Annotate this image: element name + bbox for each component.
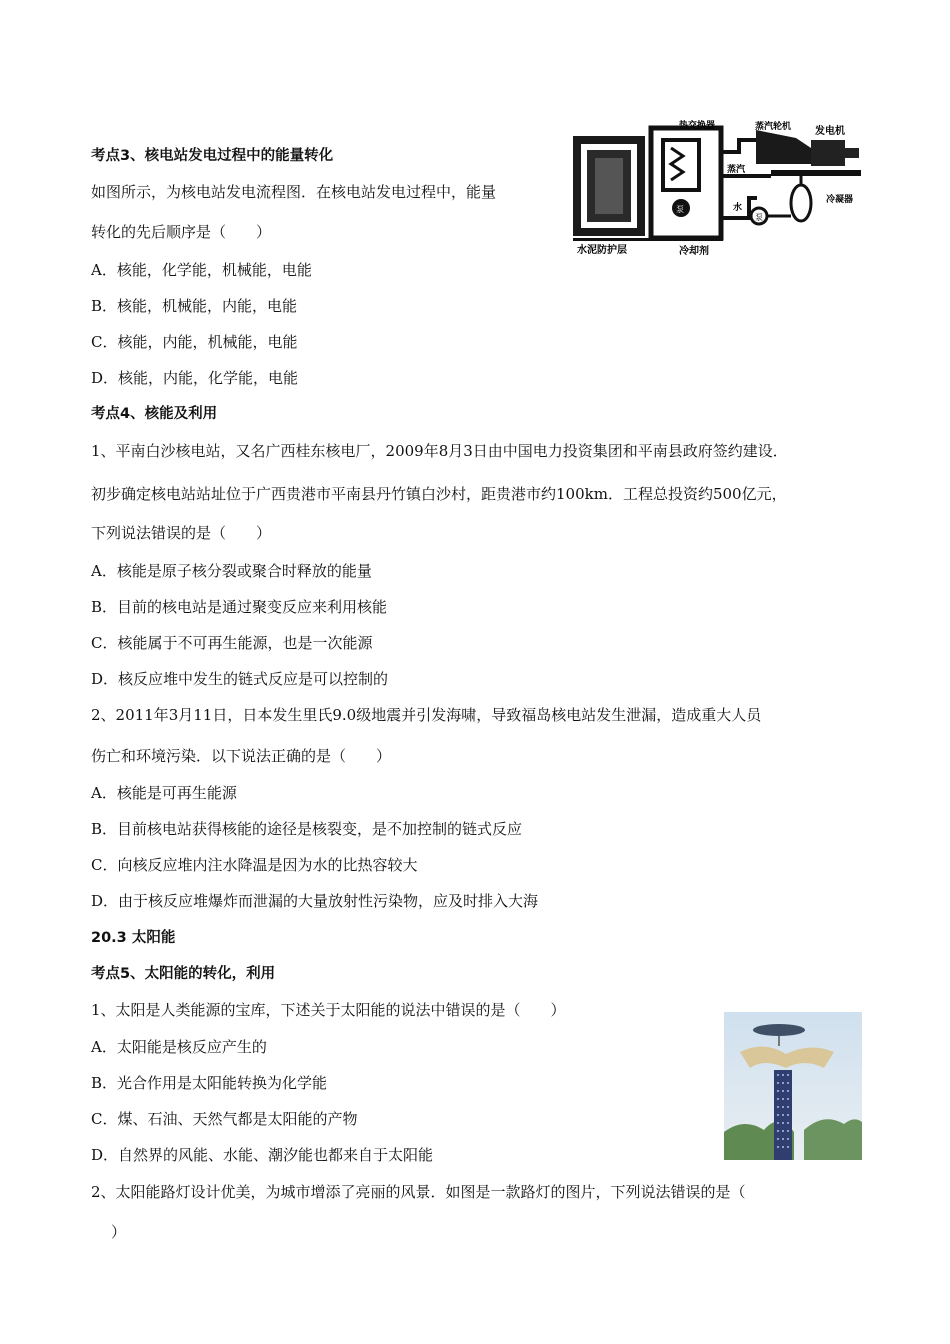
solar-street-light-photo [724, 1012, 862, 1160]
label-steam-turbine: 蒸汽轮机 [755, 122, 792, 132]
section-heading-20-3: 20.3 太阳能 [91, 930, 176, 946]
option-d: D．由于核反应堆爆炸而泄漏的大量放射性污染物，应及时排入大海 [91, 892, 539, 910]
label-steam: 蒸汽 [727, 165, 746, 175]
question-stem: 1、平南白沙核电站，又名广西桂东核电厂，2009年8月3日由中国电力投资集团和平南县政府签约建设． [91, 442, 788, 460]
label-concrete-shield: 水泥防护层 [577, 245, 627, 256]
question-stem: 伤亡和环境污染．以下说法正确的是（ ） [91, 747, 392, 765]
option-b: B．目前核电站获得核能的途径是核裂变，是不加控制的链式反应 [91, 820, 523, 838]
option-a: A．核能是原子核分裂或聚合时释放的能量 [91, 562, 372, 580]
section-heading-kp5: 考点5、太阳能的转化，利用 [91, 966, 276, 982]
option-a: A．太阳能是核反应产生的 [91, 1038, 267, 1056]
label-pump: 泵 [755, 213, 763, 222]
label-pump: 泵 [676, 205, 684, 214]
option-c: C．向核反应堆内注水降温是因为水的比热容较大 [91, 856, 418, 874]
section-heading-kp4: 考点4、核能及利用 [91, 406, 218, 422]
option-d: D．核反应堆中发生的链式反应是可以控制的 [91, 670, 389, 688]
label-coolant: 冷却剂 [679, 246, 709, 257]
question-stem: 如图所示，为核电站发电流程图．在核电站发电过程中，能量 [91, 183, 497, 201]
option-a: A．核能，化学能，机械能，电能 [91, 261, 312, 279]
option-b: B．光合作用是太阳能转换为化学能 [91, 1074, 328, 1092]
section-heading-kp3: 考点3、核电站发电过程中的能量转化 [91, 148, 334, 164]
option-d: D．核能，内能，化学能，电能 [91, 369, 299, 387]
option-c: C．煤、石油、天然气都是太阳能的产物 [91, 1110, 358, 1128]
option-c: C．核能属于不可再生能源，也是一次能源 [91, 634, 373, 652]
label-heat-exchanger: 热交换器 [679, 121, 716, 131]
question-stem: 初步确定核电站站址位于广西贵港市平南县丹竹镇白沙村，距贵港市约100km．工程总投资约500亿元， [91, 485, 787, 503]
nuclear-plant-diagram [571, 118, 863, 258]
question-stem: 2、太阳能路灯设计优美，为城市增添了亮丽的风景．如图是一款路灯的图片，下列说法错误的是（ [91, 1183, 746, 1201]
option-b: B．目前的核电站是通过聚变反应来利用核能 [91, 598, 388, 616]
question-stem: 转化的先后顺序是（ ） [91, 223, 272, 241]
question-stem: 2、2011年3月11日，日本发生里氏9.0级地震并引发海啸，导致福岛核电站发生泄漏，造成重大人员 [91, 706, 762, 724]
option-d: D．自然界的风能、水能、潮汐能也都来自于太阳能 [91, 1146, 434, 1164]
option-b: B．核能，机械能，内能，电能 [91, 297, 298, 315]
option-a: A．核能是可再生能源 [91, 784, 237, 802]
question-stem: 下列说法错误的是（ ） [91, 524, 272, 542]
question-stem: ） [96, 1223, 127, 1241]
label-generator: 发电机 [815, 126, 845, 137]
question-stem: 1、太阳是人类能源的宝库，下述关于太阳能的说法中错误的是（ ） [91, 1001, 566, 1019]
label-condenser: 冷凝器 [826, 195, 854, 205]
option-c: C．核能，内能，机械能，电能 [91, 333, 298, 351]
label-water: 水 [733, 203, 743, 213]
